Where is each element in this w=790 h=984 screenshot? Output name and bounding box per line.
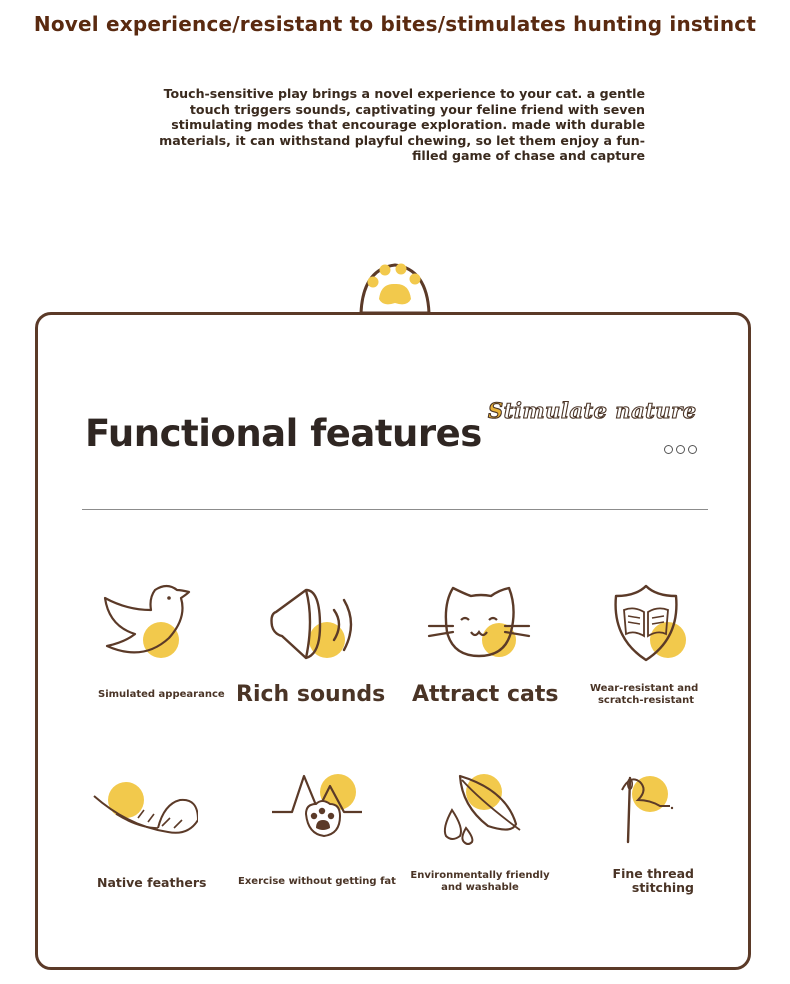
feature-label-attract-cats: Attract cats (412, 682, 559, 707)
shield-icon (596, 580, 706, 670)
leaf-drop-icon (432, 770, 542, 860)
feature-label-wear-line1: Wear-resistant and (590, 683, 699, 694)
intro-paragraph: Touch-sensitive play brings a novel experience to your cat. a gentle touch triggers sounds, captivating your feline friend with seven stimulating modes that encourage exploration. made with durable materials, it can withstand playful chewing, so let them enjoy a fun-filled game of chase and capture (159, 86, 645, 163)
dot-3 (688, 445, 697, 454)
bird-icon (95, 580, 205, 670)
feature-label-eco-friendly (408, 870, 552, 894)
feature-label-rich-sounds: Rich sounds (236, 682, 386, 707)
paw-tab-icon (357, 255, 433, 315)
feature-label-thread-line2: stitching (631, 880, 694, 895)
panel-tagline (488, 398, 697, 423)
feature-label-thread-line1: Fine thread (612, 866, 694, 881)
dots-decoration (664, 445, 697, 454)
feature-label-exercise: Exercise without getting fat (238, 876, 396, 887)
tagline-initial: S (488, 398, 504, 423)
dot-1 (664, 445, 673, 454)
paw-mountain-icon (268, 770, 378, 860)
speaker-icon (262, 580, 372, 670)
feature-label-native-feathers: Native feathers (97, 875, 207, 890)
panel-title: Functional features (85, 412, 482, 455)
feather-icon (88, 770, 198, 860)
cat-face-icon (425, 580, 535, 670)
dot-2 (676, 445, 685, 454)
feature-label-fine-thread (610, 867, 694, 895)
needle-thread-icon (600, 770, 710, 860)
feature-label-wear-line2: scratch-resistant (597, 695, 694, 706)
feature-label-simulated-appearance: Simulated appearance (98, 689, 225, 700)
feature-label-wear-resistant (590, 683, 699, 707)
page-headline: Novel experience/resistant to bites/stimulates hunting instinct (33, 12, 757, 36)
divider (82, 509, 708, 510)
tagline-rest: timulate nature (503, 398, 697, 423)
feature-label-eco-line2: and washable (441, 882, 519, 893)
feature-label-eco-line1: Environmentally friendly (410, 870, 550, 881)
